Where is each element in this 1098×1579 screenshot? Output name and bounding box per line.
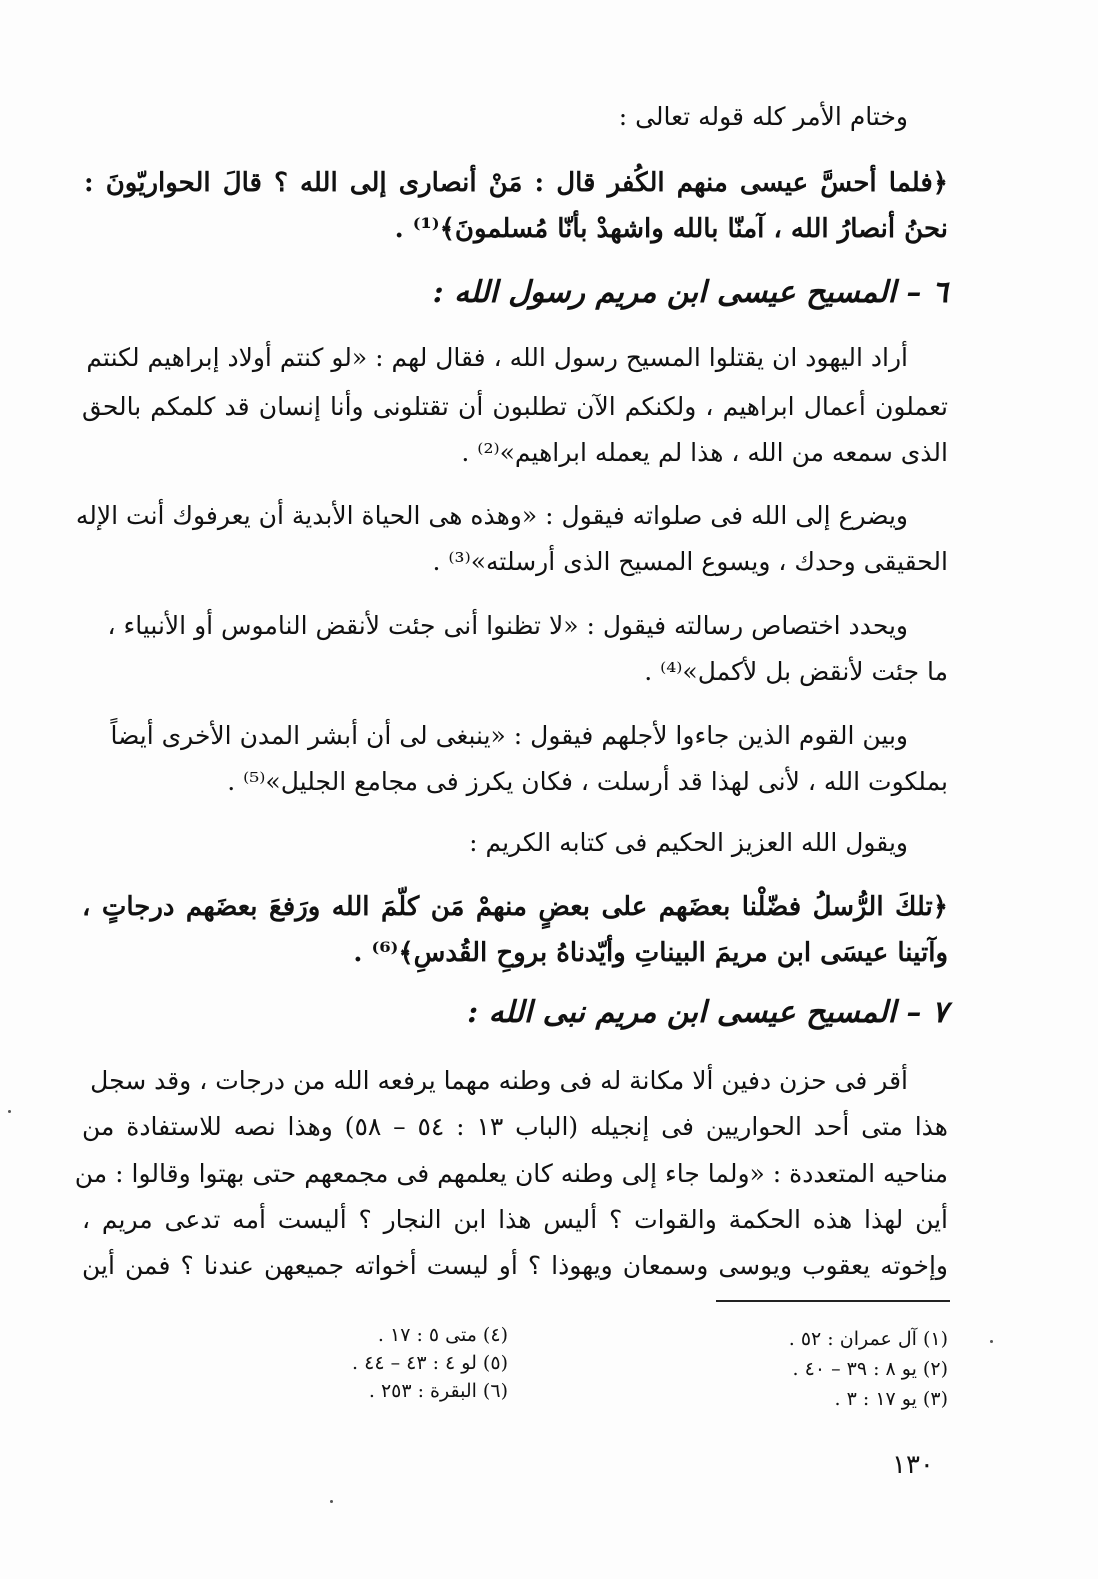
- paragraph-line: ويحدد اختصاص رسالته فيقول : «لا تظنوا أنى جئت لأنقض الناموس أو الأنبياء ،: [107, 611, 908, 640]
- scan-speck: [8, 1110, 11, 1113]
- paragraph-line: الذى سمعه من الله ، هذا لم يعمله ابراهيم»⁽²⁾ .: [461, 438, 948, 467]
- footnote-divider: [716, 1300, 950, 1302]
- paragraph-line: وبين القوم الذين جاءوا لأجلهم فيقول : «ينبغى لى أن أبشر المدن الأخرى أيضاً: [110, 721, 908, 750]
- page-number: ١٣٠: [892, 1450, 934, 1480]
- paragraph-line: أراد اليهود ان يقتلوا المسيح رسول الله ، فقال لهم : «لو كنتم أولاد إبراهيم لكنتم: [86, 343, 908, 372]
- paragraph-line: ما جئت لأنقض بل لأكمل»⁽⁴⁾ .: [644, 657, 948, 686]
- paragraph-line: ويضرع إلى الله فى صلواته فيقول : «وهذه هى الحياة الأبدية أن يعرفوك أنت الإله: [75, 501, 908, 530]
- quran-verse-line: ﴿فلما أحسَّ عيسى منهم الكُفر قال : مَنْ أنصارى إلى الله ؟ قالَ الحواريّونَ :: [84, 168, 948, 198]
- footnote-item: (٣) يو ١٧ : ٣ .: [834, 1388, 948, 1410]
- intro-line: وختام الأمر كله قوله تعالى :: [618, 102, 908, 131]
- footnote-item: (٢) يو ٨ : ٣٩ – ٤٠ .: [792, 1358, 948, 1380]
- section-heading-6: ٦ – المسيح عيسى ابن مريم رسول الله :: [432, 275, 948, 310]
- paragraph-line: ويقول الله العزيز الحكيم فى كتابه الكريم :: [469, 828, 908, 857]
- quran-verse-line: وآتينا عيسَى ابن مريمَ البيناتِ وأيّدناهُ بروحِ القُدسِ﴾⁽⁶⁾ .: [353, 938, 948, 968]
- paragraph-line: وإخوته يعقوب ويوسى وسمعان ويهوذا ؟ أو ليست أخواته جميعهن عندنا ؟ فمن أين: [82, 1251, 948, 1280]
- paragraph-line: تعملون أعمال ابراهيم ، ولكنكم الآن تطلبون أن تقتلونى وأنا إنسان قد كلمكم بالحق: [82, 392, 948, 421]
- footnote-item: (٦) البقرة : ٢٥٣ .: [368, 1380, 508, 1402]
- footnote-item: (١) آل عمران : ٥٢ .: [788, 1328, 948, 1350]
- paragraph-line: بملكوت الله ، لأنى لهذا قد أرسلت ، فكان يكرز فى مجامع الجليل»⁽⁵⁾ .: [227, 767, 948, 796]
- quran-verse-line: نحنُ أنصارُ الله ، آمنّا بالله واشهدْ بأنّا مُسلمونَ﴾⁽¹⁾ .: [394, 214, 948, 244]
- paragraph-line: أقر فى حزن دفين ألا مكانة له فى وطنه مهما يرفعه الله من درجات ، وقد سجل: [90, 1066, 908, 1095]
- scan-speck: [330, 1500, 333, 1503]
- paragraph-line: الحقيقى وحدك ، ويسوع المسيح الذى أرسلته»⁽³⁾ .: [432, 547, 948, 576]
- footnote-item: (٥) لو ٤ : ٤٣ – ٤٤ .: [352, 1352, 508, 1374]
- paragraph-line: مناحيه المتعددة : «ولما جاء إلى وطنه كان يعلمهم فى مجمعهم حتى بهتوا وقالوا : من: [74, 1159, 948, 1188]
- quran-verse-line: ﴿تلكَ الرُّسلُ فضّلْنا بعضَهم على بعضٍ منهمْ مَن كلّمَ الله ورَفعَ بعضَهم درجاتٍ ،: [82, 892, 948, 922]
- paragraph-line: هذا متى أحد الحواريين فى إنجيله (الباب ١٣ : ٥٤ – ٥٨) وهذا نصه للاستفادة من: [82, 1112, 948, 1141]
- paragraph-line: أين لهذا هذه الحكمة والقوات ؟ أليس هذا ابن النجار ؟ أليست أمه تدعى مريم ،: [82, 1205, 948, 1234]
- section-heading-7: ٧ – المسيح عيسى ابن مريم نبى الله :: [467, 995, 948, 1030]
- scan-speck: [990, 1340, 993, 1343]
- footnote-item: (٤) متى ٥ : ١٧ .: [377, 1324, 508, 1346]
